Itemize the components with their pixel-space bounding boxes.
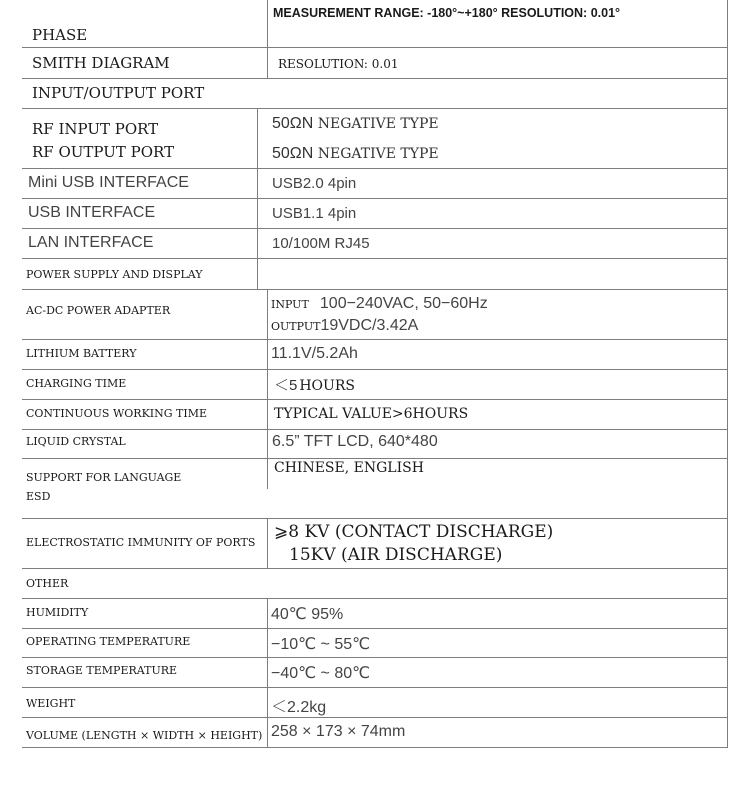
battery-value: 11.1V/5.2Ah — [271, 345, 358, 362]
charging-unit: HOURS — [299, 378, 355, 394]
adapter-output-label: OUTPUT — [271, 320, 321, 333]
column-divider — [267, 518, 268, 568]
working-label: CONTINUOUS WORKING TIME — [26, 407, 208, 420]
rf-output-value — [272, 145, 439, 163]
rf-output-type: NEGATIVE TYPE — [317, 146, 439, 162]
charging-value — [274, 374, 355, 395]
row-divider — [22, 429, 728, 430]
working-value: TYPICAL VALUE>6HOURS — [274, 406, 469, 422]
adapter-label: AC-DC POWER ADAPTER — [26, 304, 171, 317]
row-divider — [22, 747, 728, 748]
spec-table — [22, 0, 728, 748]
esd-heading: ESD — [26, 490, 51, 503]
row-divider — [22, 78, 728, 79]
column-divider — [267, 598, 268, 748]
charging-amount: ＜5 — [274, 377, 298, 394]
storage-temp-label: STORAGE TEMPERATURE — [26, 664, 178, 677]
phase-value: MEASUREMENT RANGE: -180°~+180° RESOLUTION: 0.01° — [273, 6, 621, 20]
row-divider — [22, 717, 728, 718]
row-divider — [22, 198, 728, 199]
weight-label: WEIGHT — [26, 697, 76, 710]
adapter-input-value: 100−240VAC, 50−60Hz — [319, 295, 488, 312]
rf-input-unit: ΩN — [289, 115, 314, 132]
column-divider — [267, 289, 268, 489]
op-temp-value: −10℃ ~ 55℃ — [271, 636, 371, 653]
row-divider — [22, 628, 728, 629]
mini-usb-value: USB2.0 4pin — [272, 175, 357, 192]
rf-input-value — [272, 115, 439, 133]
smith-value: RESOLUTION: 0.01 — [278, 57, 399, 71]
adapter-input — [271, 293, 488, 313]
row-divider — [22, 168, 728, 169]
row-divider — [22, 369, 728, 370]
esd-ports-air: 15KV (AIR DISCHARGE) — [289, 545, 503, 565]
mini-usb-label: Mini USB INTERFACE — [28, 174, 189, 191]
usb-label: USB INTERFACE — [28, 204, 156, 221]
row-divider — [22, 108, 728, 109]
power-heading: POWER SUPPLY AND DISPLAY — [26, 268, 203, 281]
lan-label: LAN INTERFACE — [28, 234, 154, 251]
row-divider — [22, 568, 728, 569]
column-divider — [267, 0, 268, 78]
rf-output-unit: ΩN — [289, 145, 314, 162]
row-divider — [22, 598, 728, 599]
row-divider — [22, 289, 728, 290]
op-temp-label: OPERATING TEMPERATURE — [26, 635, 191, 648]
row-divider — [22, 339, 728, 340]
storage-temp-value: −40℃ ~ 80℃ — [271, 665, 371, 682]
weight-value: ＜2.2kg — [271, 699, 327, 716]
charging-label: CHARGING TIME — [26, 377, 127, 390]
adapter-output — [271, 315, 418, 335]
row-divider — [22, 399, 728, 400]
rf-input-type: NEGATIVE TYPE — [317, 116, 439, 132]
other-heading: OTHER — [26, 577, 69, 590]
battery-label: LITHIUM BATTERY — [26, 347, 137, 360]
io-port-heading: INPUT/OUTPUT PORT — [32, 84, 205, 102]
esd-ports-label: ELECTROSTATIC IMMUNITY OF PORTS — [26, 536, 256, 549]
smith-label: SMITH DIAGRAM — [32, 54, 170, 72]
adapter-input-label: INPUT — [271, 298, 309, 311]
row-divider — [22, 228, 728, 229]
lcd-label: LIQUID CRYSTAL — [26, 435, 126, 448]
row-divider — [22, 657, 728, 658]
adapter-output-value: 19VDC/3.42A — [320, 317, 419, 334]
phase-label: PHASE — [32, 26, 88, 44]
lan-value: 10/100M RJ45 — [272, 235, 370, 252]
row-divider — [22, 458, 728, 459]
volume-value: 258 × 173 × 74mm — [271, 723, 406, 740]
rf-input-number: 50 — [272, 115, 290, 132]
rf-output-number: 50 — [272, 145, 290, 162]
volume-label: VOLUME (LENGTH × WIDTH × HEIGHT) — [26, 729, 263, 742]
lcd-value: 6.5” TFT LCD, 640*480 — [272, 433, 438, 450]
rf-output-label: RF OUTPUT PORT — [32, 143, 175, 161]
language-label: SUPPORT FOR LANGUAGE — [26, 471, 182, 484]
row-divider — [22, 47, 728, 48]
row-divider — [22, 258, 728, 259]
right-border — [727, 0, 728, 748]
humidity-value: 40℃ 95% — [271, 606, 344, 623]
column-divider — [257, 108, 258, 289]
rf-input-label: RF INPUT PORT — [32, 120, 159, 138]
row-divider — [22, 687, 728, 688]
humidity-label: HUMIDITY — [26, 606, 89, 619]
esd-ports-contact: ⩾8 KV (CONTACT DISCHARGE) — [274, 522, 554, 542]
row-divider — [22, 518, 728, 519]
language-value: CHINESE, ENGLISH — [274, 460, 424, 476]
usb-value: USB1.1 4pin — [272, 205, 357, 222]
